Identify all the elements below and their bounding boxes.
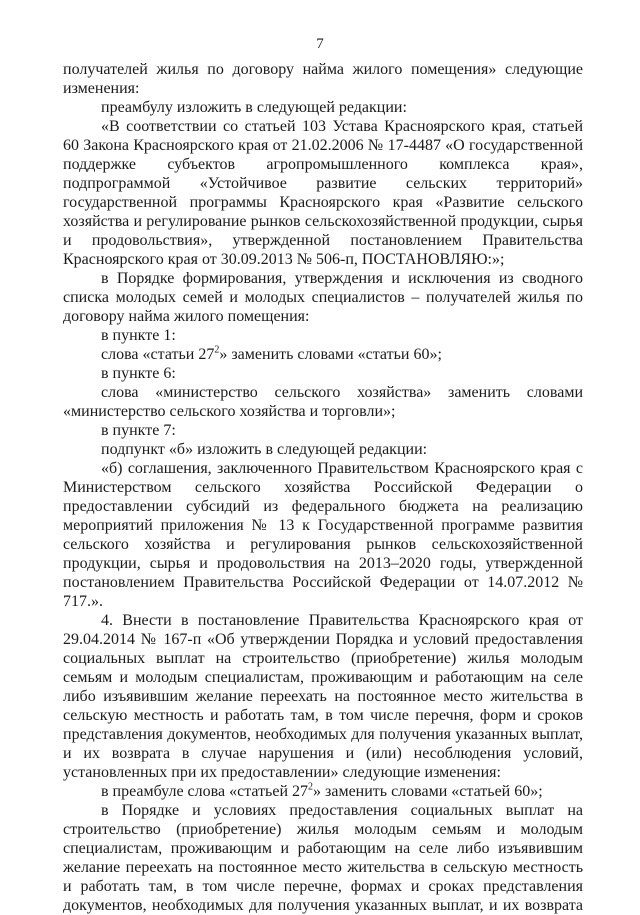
paragraph: 4. Внести в постановление Правительства Красноярского края от 29.04.2014 № 167-п «Об утверждении Порядка и условий предоставления социальных выплат на строительство (приобретение) жилья молодым семьям и молодым специалистам, проживающим и работающим на селе либо изъявившим желание переехать на постоянное место жительства в сельскую местность и работать там, в том числе перечня, форм и сроков представления документов, необходимых для получения указанных выплат, и их возврата в случае нарушения и (или) несоблюдения условий, установленных при их предоставлении» следующие изменения: (63, 612, 583, 781)
paragraph: в пункте 1: (101, 327, 176, 344)
page-number: 7 (316, 36, 324, 52)
paragraph: «б) соглашения, заключенного Правительством Красноярского края с Министерством сельского хозяйства Российской Федерации о предоставлении субсидий из федерального бюджета на реализацию мероприятий приложения № 13 к Государственной программе развития сельского хозяйства и регулирования рынков сельскохозяйственной продукции, сырья и продовольствия на 2013–2020 годы, утвержденной постановлением Правительства Российской Федерации от 14.07.2012 № 717.». (63, 460, 583, 610)
paragraph-text: в преамбуле слова «статьей 27 (101, 783, 309, 800)
paragraph-text: » заменить словами «статьи 60»; (219, 346, 442, 363)
superscript: 2 (308, 781, 314, 793)
superscript: 2 (214, 344, 220, 356)
paragraph: слова «министерство сельского хозяйства» заменить словами «министерство сельского хозяйства и торговли»; (63, 384, 583, 420)
paragraph: в Порядке формирования, утверждения и исключения из сводного списка молодых семей и молодых специалистов – получателей жилья по договору найма жилого помещения: (63, 270, 583, 325)
paragraph-text: слова «статьи 27 (101, 346, 215, 363)
paragraph-text: » заменить словами «статьей 60»; (313, 783, 543, 800)
paragraph: подпункт «б» изложить в следующей редакции: (101, 441, 428, 458)
document-body (63, 60, 583, 915)
paragraph: в пункте 7: (101, 422, 176, 439)
paragraph: в Порядке и условиях предоставления социальных выплат на строительство (приобретение) жилья молодым семьям и молодым специалистам, проживающим и работающим на селе либо изъявившим желание переехать на постоянное место жительства в сельскую местность и работать там, в том числе перечне, формах и сроках представления документов, необходимых для получения указанных выплат, и их возврата (63, 802, 583, 914)
paragraph (63, 782, 583, 801)
paragraph: получателей жилья по договору найма жилого помещения» следующие изменения: (63, 61, 583, 97)
paragraph: «В соответствии со статьей 103 Устава Красноярского края, статьей 60 Закона Красноярского края от 21.02.2006 № 17-4487 «О государственной поддержке субъектов агропромышленного комплекса края», подпрограммой «Устойчивое развитие сельских территорий» государственной программы Красноярского края «Развитие сельского хозяйства и регулирование рынков сельскохозяйственной продукции, сырья и продовольствия», утвержденной постановлением Правительства Красноярского края от 30.09.2013 № 506-п, ПОСТАНОВЛЯЮ:»; (63, 118, 583, 268)
paragraph: в пункте 6: (101, 365, 176, 382)
paragraph: преамбулу изложить в следующей редакции: (101, 99, 407, 116)
paragraph (63, 345, 583, 364)
